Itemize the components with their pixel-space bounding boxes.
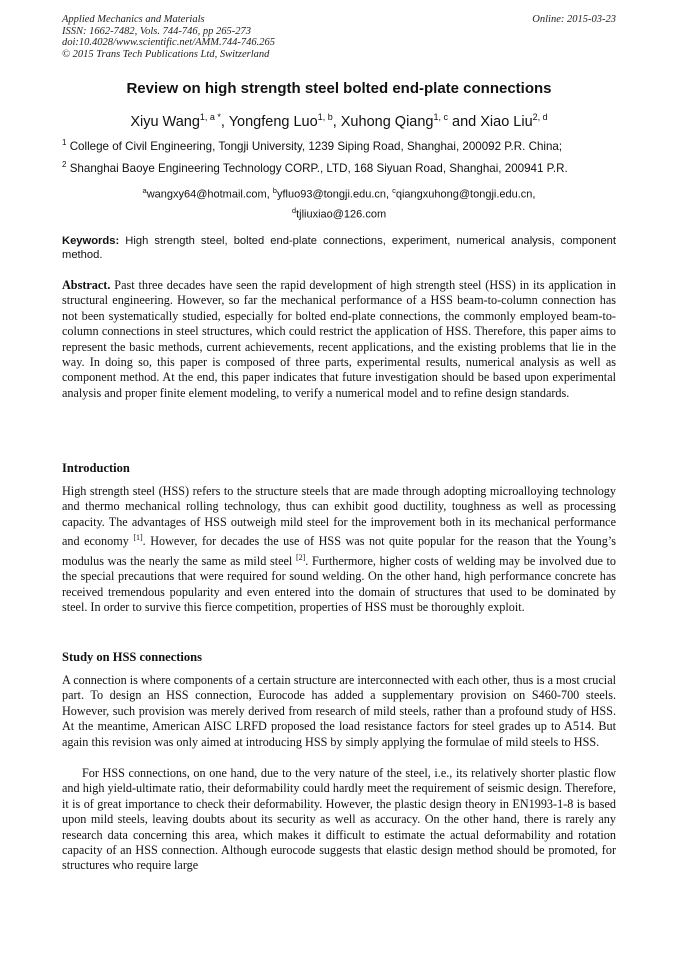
affiliation-text: Shanghai Baoye Engineering Technology CORP., LTD, 168 Siyuan Road, Shanghai, 200941 P.R. [69, 161, 568, 175]
doi-line: doi:10.4028/www.scientific.net/AMM.744-746.265 [62, 37, 275, 49]
intro-text-2: . However, for decades the use of HSS was not quite popular for the reason that the Young’s modulus was the nearly the same as mild steel [62, 534, 616, 568]
issn-line: ISSN: 1662-7482, Vols. 744-746, pp 265-273 [62, 25, 251, 37]
affiliation-number: 1 [62, 138, 67, 147]
journal-name: Applied Mechanics and Materials [62, 14, 205, 25]
keywords [62, 235, 616, 262]
intro-text-3: . Furthermore, higher costs of welding may be involved due to the special precautions that were required for sound welding. On the other hand, high performance concrete has received tremendous popularity and even entered into the domain of structures that used to be dominated by steel. In order to survive this fierce competition, properties of HSS must be thoroughly exploit. [62, 553, 616, 614]
section-heading-introduction: Introduction [62, 461, 130, 475]
author-emails [62, 183, 616, 222]
email-d: tjliuxiao@126.com [296, 208, 387, 221]
intro-text-1: High strength steel (HSS) refers to the structure steels that are made through adopting microalloying technology and thermo mechanical rolling technology, thus can exhibit good ductility, toughness as well as processing capacity. The advantages of HSS outweigh mild steel for the improvement both in its mechanical performance and economy [62, 484, 616, 549]
email-a: wangxy64@hotmail.com, [146, 188, 273, 201]
study-paragraph-1: A connection is where components of a certain structure are interconnected with each other, thus is a most crucial part. To design an HSS connection, Eurocode has added a supplementary provision on S460-700 steels. However, such provision was merely derived from research of mild steels, rather than a profound study of HSS. At the meantime, American AISC LRFD proposed the load resistance factors for steel grades up to A514. But again this revision was only aimed at introducing HSS by simply applying the formulae of mild steels to HSS. [62, 673, 616, 749]
abstract-label: Abstract. [62, 278, 111, 292]
author-list [62, 112, 616, 130]
author-separator: , [332, 113, 341, 130]
author-name: Xiao Liu [480, 113, 533, 130]
author-name: Yongfeng Luo [228, 113, 318, 130]
author-name: Xiyu Wang [130, 113, 200, 130]
author-separator: and [448, 113, 481, 130]
affiliation-1 [62, 138, 622, 153]
author-separator: , [220, 113, 229, 130]
journal-header [62, 14, 616, 60]
author-affiliation-mark: 1, a * [199, 112, 221, 122]
abstract [62, 278, 616, 401]
citation-ref-1: [1] [133, 533, 143, 543]
affiliation-text: College of Civil Engineering, Tongji University, 1239 Siping Road, Shanghai, 200092 P.R. China; [69, 139, 563, 153]
author-affiliation-mark: 1, b [317, 112, 333, 122]
affiliation-2 [62, 160, 622, 175]
email-b: yfluo93@tongji.edu.cn, [276, 188, 393, 201]
email-mark: c [392, 186, 396, 195]
author-name: Xuhong Qiang [340, 113, 434, 130]
keywords-text: High strength steel, bolted end-plate connections, experiment, numerical analysis, component method. [62, 235, 616, 261]
section-heading-study: Study on HSS connections [62, 650, 202, 664]
study-paragraph-2: For HSS connections, on one hand, due to the very nature of the steel, i.e., its relatively shorter plastic flow and high yield-ultimate ratio, their deformability could hardly meet the requirement of seismic design. Therefore, it is of great importance to check their deformability. However, the plastic design theory in EN1993-1-8 is based upon mild steels, leaving doubts about its security as well as accuracy. On the other hand, there is rarely any research data concerning this area, which makes it difficult to estimate the actual deformability and rotation capacity of an HSS connection. Although eurocode suggests that elastic design method should be promoted, for structures who require large [62, 766, 616, 873]
author-affiliation-mark: 1, c [433, 112, 448, 122]
keywords-label: Keywords: [62, 235, 120, 247]
online-date: Online: 2015-03-23 [532, 14, 616, 25]
affiliation-number: 2 [62, 160, 67, 169]
paper-title: Review on high strength steel bolted end-plate connections [126, 80, 552, 97]
copyright-line: © 2015 Trans Tech Publications Ltd, Switzerland [62, 48, 270, 60]
author-affiliation-mark: 2, d [532, 112, 548, 122]
abstract-text: Past three decades have seen the rapid development of high strength steel (HSS) in its application in structural engineering. However, so far the mechanical performance of a HSS beam-to-column connection has not been systematically studied, especially for bolted end-plate connections, the commonly employed beam-to-column connections in steel structures, which could restrict the application of HSS. Therefore, this paper aims to represent the basic methods, current achievements, recent applications, and the existing problems that lie in the way. In doing so, this paper is composed of three parts, experimental results, numerical analysis as well as component method. At the end, this paper indicates that future investigation should be based upon experimental analysis and proper finite element modeling, to verify a numerical model and to refine design standards. [62, 278, 616, 400]
email-mark: a [142, 186, 147, 195]
email-c: qiangxuhong@tongji.edu.cn, [395, 188, 536, 201]
email-mark: b [272, 186, 277, 195]
introduction-paragraph [62, 484, 616, 615]
citation-ref-2: [2] [295, 552, 306, 562]
email-mark: d [291, 205, 297, 215]
